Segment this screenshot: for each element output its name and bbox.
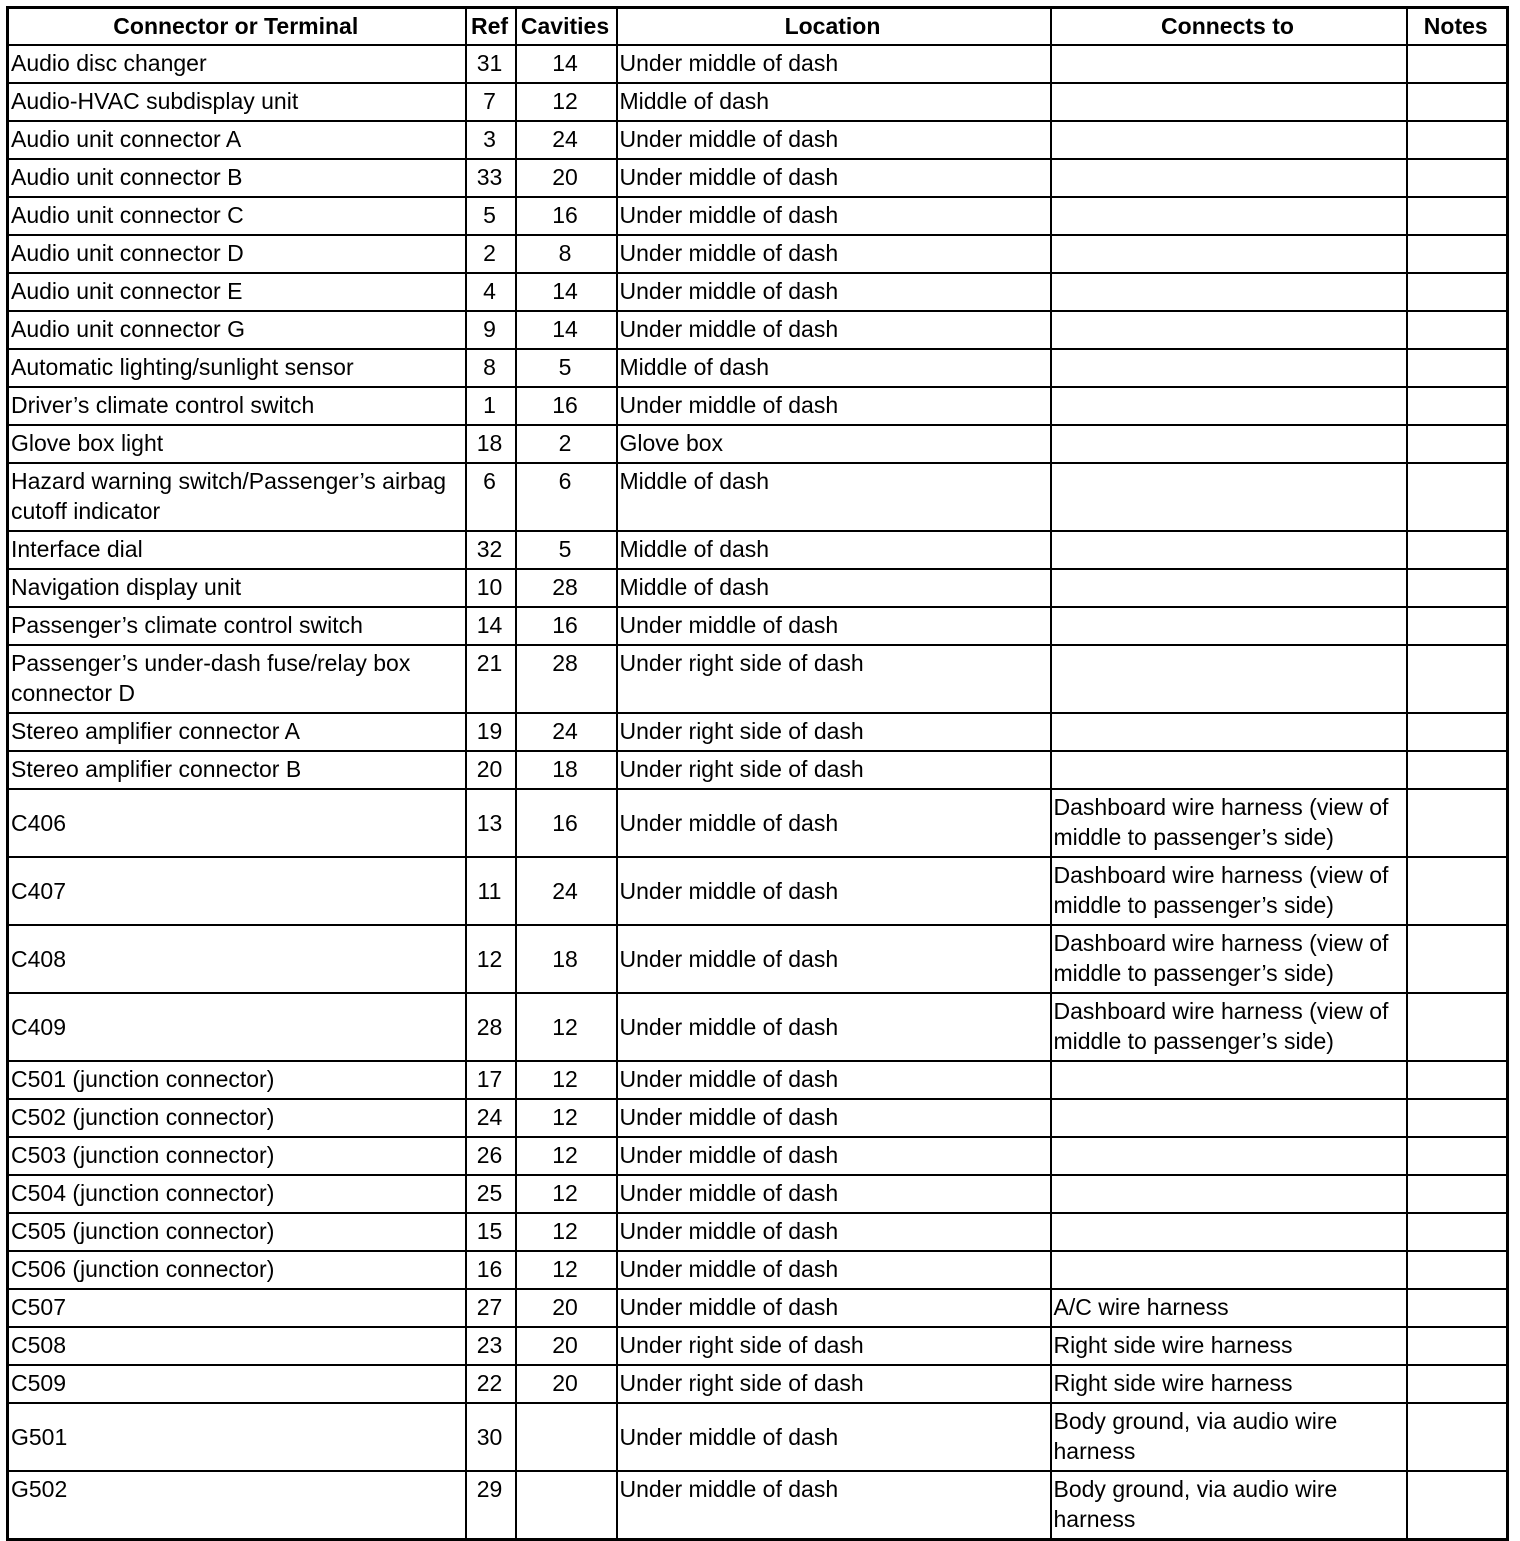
cell-cavities: 24	[516, 857, 617, 925]
table-row	[8, 1251, 1508, 1289]
cell-notes	[1407, 1213, 1508, 1251]
cell-connects-to	[1051, 159, 1407, 197]
cell-connector: C509	[8, 1365, 466, 1403]
cell-ref: 28	[466, 993, 516, 1061]
cell-cavities: 16	[516, 197, 617, 235]
table-row	[8, 425, 1508, 463]
table-row	[8, 463, 1508, 531]
header-notes: Notes	[1407, 8, 1508, 46]
cell-cavities: 20	[516, 1289, 617, 1327]
cell-connects-to: Dashboard wire harness (view of middle to passenger’s side)	[1051, 925, 1407, 993]
cell-cavities: 5	[516, 531, 617, 569]
cell-connects-to: Right side wire harness	[1051, 1327, 1407, 1365]
cell-notes	[1407, 197, 1508, 235]
cell-ref: 5	[466, 197, 516, 235]
cell-location: Under middle of dash	[617, 1403, 1051, 1471]
cell-ref: 23	[466, 1327, 516, 1365]
cell-cavities: 12	[516, 993, 617, 1061]
cell-connector: Audio unit connector B	[8, 159, 466, 197]
table-row	[8, 197, 1508, 235]
cell-connector: C502 (junction connector)	[8, 1099, 466, 1137]
cell-connector: C505 (junction connector)	[8, 1213, 466, 1251]
table-row	[8, 645, 1508, 713]
cell-connector: C409	[8, 993, 466, 1061]
table-row	[8, 925, 1508, 993]
cell-connects-to: Dashboard wire harness (view of middle to passenger’s side)	[1051, 857, 1407, 925]
cell-location: Middle of dash	[617, 463, 1051, 531]
cell-notes	[1407, 83, 1508, 121]
cell-connector: Driver’s climate control switch	[8, 387, 466, 425]
cell-connects-to: Body ground, via audio wire harness	[1051, 1403, 1407, 1471]
cell-notes	[1407, 1365, 1508, 1403]
cell-connector: C506 (junction connector)	[8, 1251, 466, 1289]
cell-notes	[1407, 1471, 1508, 1540]
cell-ref: 31	[466, 45, 516, 83]
cell-connects-to	[1051, 607, 1407, 645]
cell-location: Under middle of dash	[617, 235, 1051, 273]
cell-ref: 8	[466, 349, 516, 387]
cell-ref: 3	[466, 121, 516, 159]
cell-cavities: 28	[516, 569, 617, 607]
cell-ref: 18	[466, 425, 516, 463]
cell-ref: 24	[466, 1099, 516, 1137]
cell-cavities: 12	[516, 1137, 617, 1175]
cell-connector: C503 (junction connector)	[8, 1137, 466, 1175]
cell-connector: Passenger’s climate control switch	[8, 607, 466, 645]
cell-notes	[1407, 857, 1508, 925]
cell-notes	[1407, 1137, 1508, 1175]
header-row	[8, 8, 1508, 46]
cell-connector: Audio unit connector D	[8, 235, 466, 273]
table-row	[8, 159, 1508, 197]
cell-connects-to	[1051, 1251, 1407, 1289]
cell-connector: Passenger’s under-dash fuse/relay box connector D	[8, 645, 466, 713]
table-row	[8, 713, 1508, 751]
table-row	[8, 789, 1508, 857]
cell-notes	[1407, 45, 1508, 83]
cell-connects-to	[1051, 713, 1407, 751]
cell-connects-to	[1051, 349, 1407, 387]
cell-connector: Interface dial	[8, 531, 466, 569]
cell-connector: Audio unit connector E	[8, 273, 466, 311]
cell-ref: 30	[466, 1403, 516, 1471]
cell-ref: 13	[466, 789, 516, 857]
cell-location: Under middle of dash	[617, 387, 1051, 425]
header-connector: Connector or Terminal	[8, 8, 466, 46]
table-row	[8, 1061, 1508, 1099]
cell-connector: Hazard warning switch/Passenger’s airbag cutoff indicator	[8, 463, 466, 531]
cell-cavities: 18	[516, 751, 617, 789]
cell-notes	[1407, 993, 1508, 1061]
cell-connector: C406	[8, 789, 466, 857]
cell-location: Under middle of dash	[617, 121, 1051, 159]
cell-location: Under middle of dash	[617, 45, 1051, 83]
cell-connects-to	[1051, 531, 1407, 569]
table-row	[8, 387, 1508, 425]
cell-ref: 14	[466, 607, 516, 645]
cell-cavities: 5	[516, 349, 617, 387]
cell-ref: 1	[466, 387, 516, 425]
cell-notes	[1407, 645, 1508, 713]
cell-connects-to	[1051, 273, 1407, 311]
cell-notes	[1407, 387, 1508, 425]
cell-connector: Audio unit connector G	[8, 311, 466, 349]
cell-connector: Navigation display unit	[8, 569, 466, 607]
cell-ref: 6	[466, 463, 516, 531]
cell-connects-to	[1051, 569, 1407, 607]
cell-ref: 4	[466, 273, 516, 311]
cell-cavities: 6	[516, 463, 617, 531]
cell-cavities: 18	[516, 925, 617, 993]
cell-cavities	[516, 1403, 617, 1471]
cell-ref: 32	[466, 531, 516, 569]
cell-notes	[1407, 925, 1508, 993]
cell-location: Under middle of dash	[617, 789, 1051, 857]
table-row	[8, 993, 1508, 1061]
cell-location: Middle of dash	[617, 569, 1051, 607]
cell-ref: 29	[466, 1471, 516, 1540]
cell-connector: C408	[8, 925, 466, 993]
cell-location: Under middle of dash	[617, 1471, 1051, 1540]
cell-ref: 9	[466, 311, 516, 349]
cell-location: Under right side of dash	[617, 1365, 1051, 1403]
cell-cavities: 16	[516, 789, 617, 857]
table-row	[8, 45, 1508, 83]
cell-connects-to	[1051, 121, 1407, 159]
table-row	[8, 1403, 1508, 1471]
cell-connector: Audio unit connector C	[8, 197, 466, 235]
table-row	[8, 531, 1508, 569]
cell-location: Under middle of dash	[617, 1213, 1051, 1251]
cell-ref: 21	[466, 645, 516, 713]
cell-cavities: 12	[516, 1061, 617, 1099]
header-connects-to: Connects to	[1051, 8, 1407, 46]
cell-location: Under right side of dash	[617, 1327, 1051, 1365]
cell-connector: C508	[8, 1327, 466, 1365]
cell-notes	[1407, 349, 1508, 387]
cell-connector: Audio disc changer	[8, 45, 466, 83]
cell-connects-to	[1051, 235, 1407, 273]
cell-notes	[1407, 569, 1508, 607]
cell-connects-to: Body ground, via audio wire harness	[1051, 1471, 1407, 1540]
table-row	[8, 1327, 1508, 1365]
cell-ref: 11	[466, 857, 516, 925]
cell-location: Under middle of dash	[617, 857, 1051, 925]
cell-connector: Automatic lighting/sunlight sensor	[8, 349, 466, 387]
cell-ref: 33	[466, 159, 516, 197]
cell-cavities: 16	[516, 387, 617, 425]
cell-notes	[1407, 531, 1508, 569]
cell-location: Under right side of dash	[617, 713, 1051, 751]
cell-ref: 15	[466, 1213, 516, 1251]
cell-connects-to	[1051, 83, 1407, 121]
cell-connects-to	[1051, 1213, 1407, 1251]
cell-cavities: 12	[516, 83, 617, 121]
cell-notes	[1407, 789, 1508, 857]
cell-location: Under right side of dash	[617, 751, 1051, 789]
cell-connects-to: Dashboard wire harness (view of middle to passenger’s side)	[1051, 993, 1407, 1061]
cell-connects-to	[1051, 1099, 1407, 1137]
cell-cavities: 14	[516, 45, 617, 83]
cell-cavities: 20	[516, 159, 617, 197]
cell-connects-to	[1051, 45, 1407, 83]
cell-location: Under middle of dash	[617, 273, 1051, 311]
cell-connects-to	[1051, 1137, 1407, 1175]
cell-notes	[1407, 1403, 1508, 1471]
cell-notes	[1407, 1289, 1508, 1327]
cell-location: Under middle of dash	[617, 311, 1051, 349]
cell-cavities: 12	[516, 1175, 617, 1213]
cell-location: Under middle of dash	[617, 1099, 1051, 1137]
table-row	[8, 1137, 1508, 1175]
cell-location: Under middle of dash	[617, 607, 1051, 645]
header-location: Location	[617, 8, 1051, 46]
cell-notes	[1407, 1327, 1508, 1365]
cell-location: Under middle of dash	[617, 1175, 1051, 1213]
cell-cavities: 14	[516, 273, 617, 311]
cell-location: Under middle of dash	[617, 159, 1051, 197]
table-row	[8, 311, 1508, 349]
cell-cavities: 28	[516, 645, 617, 713]
cell-connector: Audio-HVAC subdisplay unit	[8, 83, 466, 121]
cell-cavities: 12	[516, 1213, 617, 1251]
cell-ref: 19	[466, 713, 516, 751]
table-row	[8, 751, 1508, 789]
table-row	[8, 1213, 1508, 1251]
table-row	[8, 569, 1508, 607]
cell-connector: Stereo amplifier connector B	[8, 751, 466, 789]
cell-cavities: 14	[516, 311, 617, 349]
table-row	[8, 1289, 1508, 1327]
cell-notes	[1407, 607, 1508, 645]
table-row	[8, 83, 1508, 121]
cell-location: Under middle of dash	[617, 197, 1051, 235]
cell-connects-to	[1051, 425, 1407, 463]
cell-location: Middle of dash	[617, 349, 1051, 387]
cell-cavities: 12	[516, 1251, 617, 1289]
cell-location: Under middle of dash	[617, 1061, 1051, 1099]
cell-notes	[1407, 1099, 1508, 1137]
table-row	[8, 1099, 1508, 1137]
table-row	[8, 121, 1508, 159]
cell-cavities: 20	[516, 1327, 617, 1365]
cell-connector: G501	[8, 1403, 466, 1471]
cell-cavities: 20	[516, 1365, 617, 1403]
cell-connects-to	[1051, 311, 1407, 349]
header-cavities: Cavities	[516, 8, 617, 46]
cell-connector: C407	[8, 857, 466, 925]
cell-notes	[1407, 1175, 1508, 1213]
cell-cavities: 12	[516, 1099, 617, 1137]
cell-notes	[1407, 1251, 1508, 1289]
cell-connector: C507	[8, 1289, 466, 1327]
cell-ref: 16	[466, 1251, 516, 1289]
cell-connects-to	[1051, 645, 1407, 713]
cell-notes	[1407, 425, 1508, 463]
cell-connector: C504 (junction connector)	[8, 1175, 466, 1213]
cell-connector: Stereo amplifier connector A	[8, 713, 466, 751]
cell-ref: 10	[466, 569, 516, 607]
cell-ref: 12	[466, 925, 516, 993]
cell-notes	[1407, 1061, 1508, 1099]
cell-ref: 26	[466, 1137, 516, 1175]
cell-connects-to: Right side wire harness	[1051, 1365, 1407, 1403]
cell-connector: Glove box light	[8, 425, 466, 463]
cell-ref: 25	[466, 1175, 516, 1213]
cell-notes	[1407, 463, 1508, 531]
cell-connector: G502	[8, 1471, 466, 1540]
cell-notes	[1407, 713, 1508, 751]
cell-ref: 27	[466, 1289, 516, 1327]
table-row	[8, 1175, 1508, 1213]
cell-notes	[1407, 159, 1508, 197]
cell-notes	[1407, 751, 1508, 789]
cell-connects-to	[1051, 197, 1407, 235]
cell-connects-to	[1051, 751, 1407, 789]
cell-notes	[1407, 273, 1508, 311]
cell-connects-to	[1051, 387, 1407, 425]
table-row	[8, 1471, 1508, 1540]
cell-location: Middle of dash	[617, 83, 1051, 121]
table-row	[8, 349, 1508, 387]
cell-ref: 7	[466, 83, 516, 121]
cell-connects-to	[1051, 1061, 1407, 1099]
cell-ref: 22	[466, 1365, 516, 1403]
cell-cavities: 24	[516, 121, 617, 159]
cell-location: Under middle of dash	[617, 1137, 1051, 1175]
table-row	[8, 235, 1508, 273]
cell-cavities	[516, 1471, 617, 1540]
cell-connects-to	[1051, 463, 1407, 531]
cell-location: Under middle of dash	[617, 925, 1051, 993]
cell-location: Glove box	[617, 425, 1051, 463]
cell-connects-to	[1051, 1175, 1407, 1213]
table-row	[8, 857, 1508, 925]
cell-notes	[1407, 235, 1508, 273]
cell-notes	[1407, 311, 1508, 349]
cell-cavities: 24	[516, 713, 617, 751]
cell-connects-to: A/C wire harness	[1051, 1289, 1407, 1327]
cell-ref: 2	[466, 235, 516, 273]
table-row	[8, 273, 1508, 311]
table-row	[8, 1365, 1508, 1403]
cell-cavities: 8	[516, 235, 617, 273]
connector-table	[6, 6, 1509, 1541]
cell-location: Under middle of dash	[617, 993, 1051, 1061]
cell-location: Under right side of dash	[617, 645, 1051, 713]
cell-cavities: 2	[516, 425, 617, 463]
cell-location: Under middle of dash	[617, 1289, 1051, 1327]
cell-cavities: 16	[516, 607, 617, 645]
cell-connector: Audio unit connector A	[8, 121, 466, 159]
cell-notes	[1407, 121, 1508, 159]
cell-ref: 20	[466, 751, 516, 789]
cell-ref: 17	[466, 1061, 516, 1099]
table-row	[8, 607, 1508, 645]
cell-location: Middle of dash	[617, 531, 1051, 569]
cell-connector: C501 (junction connector)	[8, 1061, 466, 1099]
table-body	[8, 45, 1508, 1540]
header-ref: Ref	[466, 8, 516, 46]
cell-location: Under middle of dash	[617, 1251, 1051, 1289]
cell-connects-to: Dashboard wire harness (view of middle to passenger’s side)	[1051, 789, 1407, 857]
